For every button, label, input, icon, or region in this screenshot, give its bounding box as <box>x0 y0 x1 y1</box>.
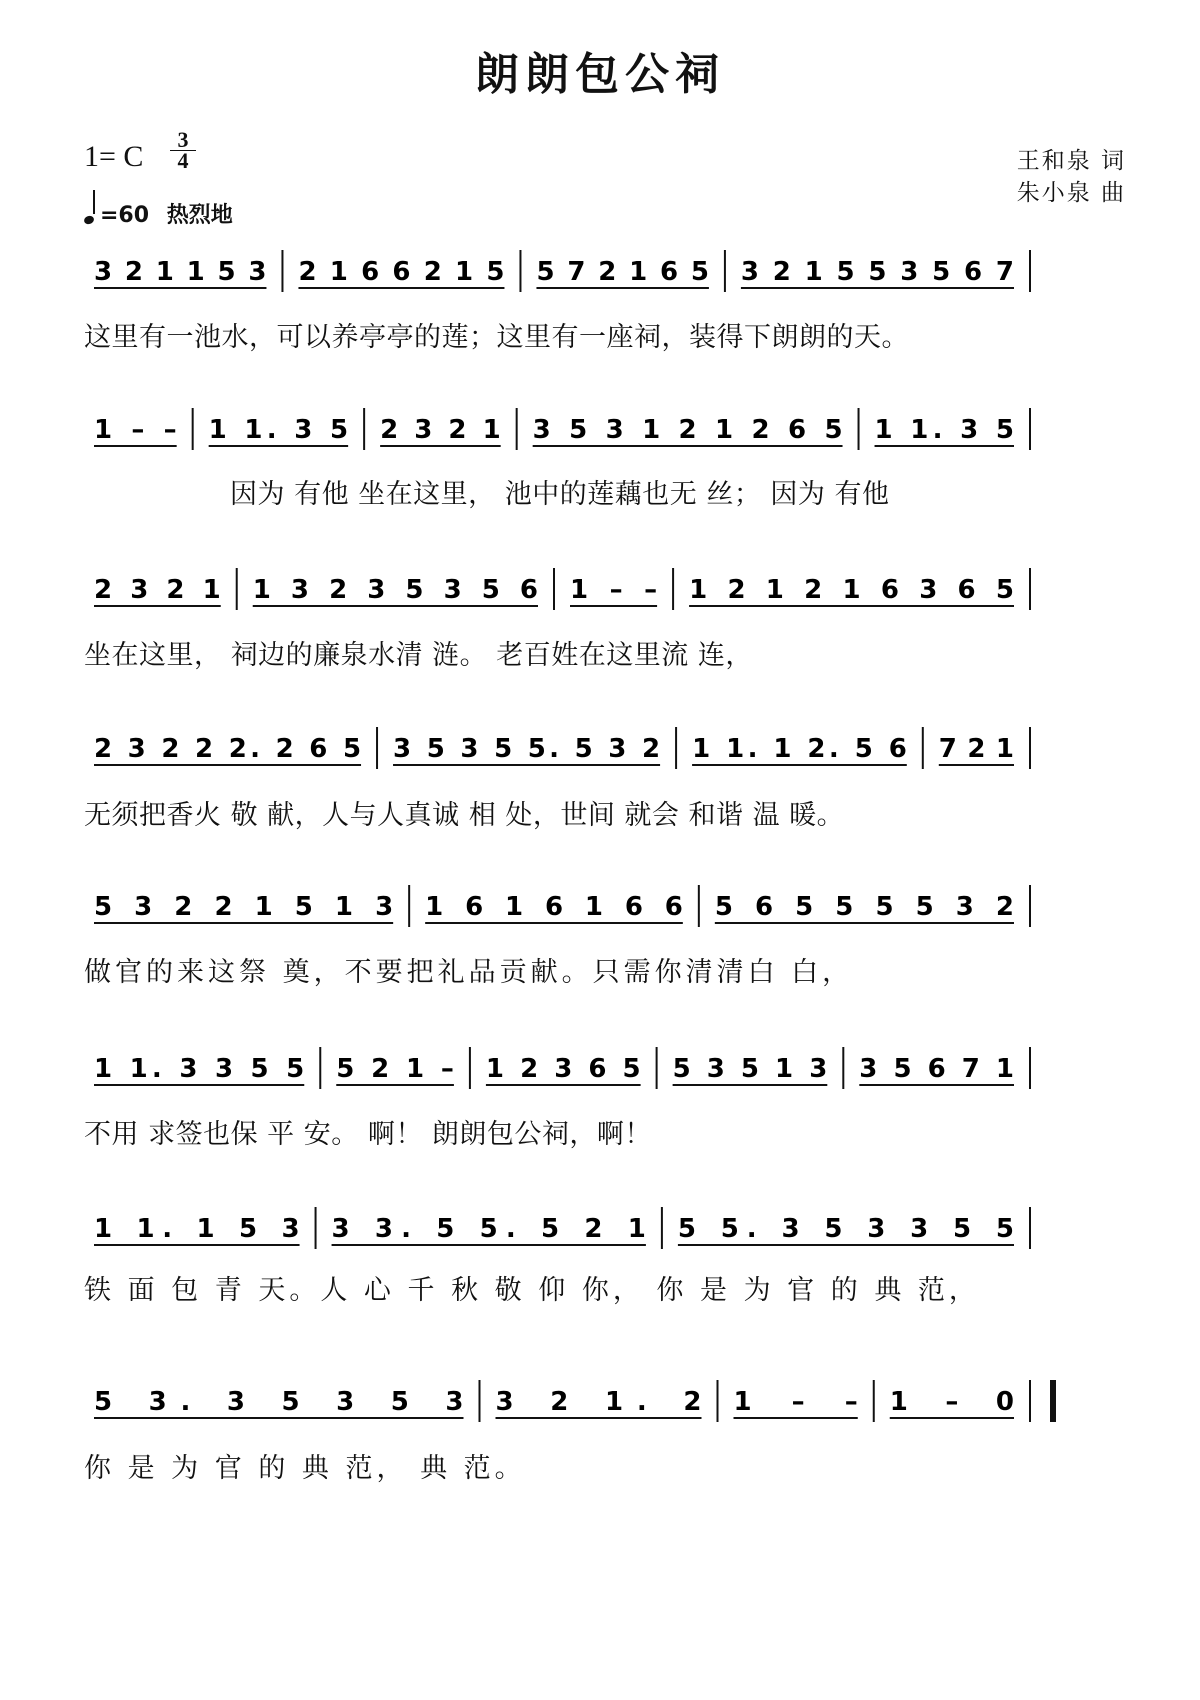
measure-notes: 1 – – <box>94 415 177 445</box>
measure-notes: 2 3 2 1 <box>94 575 221 605</box>
measure-notes: 3 2 1 1 5 3 <box>94 257 267 287</box>
tempo-value: =60 <box>100 203 150 228</box>
lyric-line-4: 无须把香火 敬 献，人与人真诚 相 处，世间 就会 和谐 温 暖。 <box>84 800 845 831</box>
measure-notes: 1 1. 3 5 <box>208 415 349 445</box>
measure-notes: 3 5 3 1 2 1 2 6 5 <box>532 415 843 445</box>
lyric-line-1: 这里有一池水，可以养亭亭的莲；这里有一座祠，装得下朗朗的天。 <box>84 322 909 353</box>
measure-notes: 3 3. 5 5. 5 2 1 <box>331 1214 646 1244</box>
lyric-line-5: 做官的来这祭 奠，不要把礼品贡献。只需你清清白 白， <box>84 957 854 988</box>
key-signature: 1= C <box>84 140 144 173</box>
measure-notes: 1 1. 1 5 3 <box>94 1214 300 1244</box>
tempo-expression: 热烈地 <box>166 203 233 228</box>
measure-notes: 5 6 5 5 5 5 3 2 <box>714 892 1014 922</box>
lyric-line-2: 因为 有他 坐在这里， 池中的莲藕也无 丝； 因为 有他 <box>230 479 890 510</box>
lyricist-credit: 王和泉 词 <box>1016 148 1126 174</box>
measure-notes: 1 6 1 6 1 6 6 <box>425 892 683 922</box>
measure-notes: 2 1 6 6 2 1 5 <box>298 257 505 287</box>
lyric-line-3: 坐在这里， 祠边的廉泉水清 涟。 老百姓在这里流 连， <box>84 640 753 671</box>
measure-notes: 5 2 1 – <box>336 1054 454 1084</box>
measure-notes: 1 – 0 <box>889 1387 1014 1417</box>
measure-notes: 1 1. 1 2. 5 6 <box>692 734 907 764</box>
measure-notes: 1 3 2 3 5 3 5 6 <box>252 575 538 605</box>
measure-notes: 5 5. 3 5 3 3 5 5 <box>677 1214 1015 1244</box>
measure-notes: 1 1. 3 5 <box>874 415 1014 445</box>
final-bar-line <box>1050 1380 1056 1422</box>
measure-notes: 1 2 3 6 5 <box>485 1054 641 1084</box>
measure-notes: 3 5 3 5 5. 5 3 2 <box>393 734 661 764</box>
lyric-line-8: 你 是 为 官 的 典 范， 典 范。 <box>84 1453 526 1484</box>
measure-notes: 5 3 2 2 1 5 1 3 <box>94 892 394 922</box>
measure-notes: 7 2 1 <box>938 734 1014 764</box>
measure-notes: 3 2 1 5 5 3 5 6 7 <box>740 257 1014 287</box>
measure-notes: 2 3 2 1 <box>380 415 501 445</box>
measure-notes: 2 3 2 2 2. 2 6 5 <box>94 734 362 764</box>
measure-notes: 5 7 2 1 6 5 <box>536 257 709 287</box>
time-signature-bottom: 4 <box>177 148 189 173</box>
measure-notes: 1 – – <box>733 1387 858 1417</box>
page-title: 朗朗包公祠 <box>475 49 725 100</box>
measure-notes: 3 2 1. 2 <box>495 1387 702 1417</box>
measure-notes: 1 1. 3 3 5 5 <box>94 1054 305 1084</box>
time-signature-top: 3 <box>170 130 196 151</box>
composer-credit: 朱小泉 曲 <box>1016 180 1126 206</box>
lyric-line-6: 不用 求签也保 平 安。 啊！ 朗朗包公祠，啊！ <box>84 1119 652 1150</box>
measure-notes: 3 5 6 7 1 <box>859 1054 1014 1084</box>
measure-notes: 1 2 1 2 1 6 3 6 5 <box>689 575 1014 605</box>
measure-notes: 5 3. 3 5 3 5 3 <box>94 1387 464 1417</box>
measure-notes: 1 – – <box>570 575 658 605</box>
lyric-line-7: 铁 面 包 青 天。人 心 千 秋 敬 仰 你， 你 是 为 官 的 典 范， <box>84 1275 980 1306</box>
measure-notes: 5 3 5 1 3 <box>672 1054 828 1084</box>
